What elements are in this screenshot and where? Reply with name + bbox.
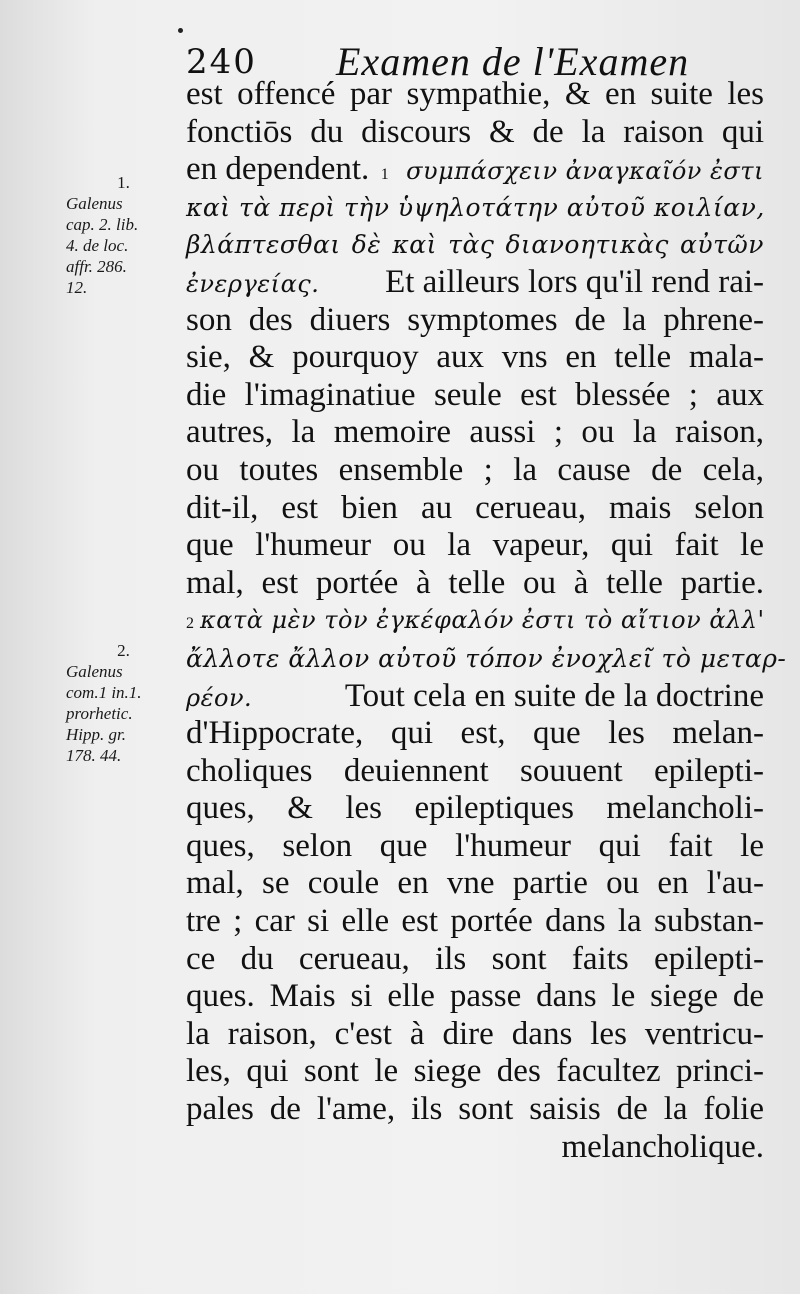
text-line [186,151,764,189]
text-line: pales de l'ame, ils sont saisis de la folie [186,1091,764,1128]
greek-quotation: καὶ τὰ περὶ τὴν ὑψηλοτάτην αὐτοῦ κοιλίαν, [186,192,765,222]
marginal-note-line: prorhetic. [66,704,133,723]
text-line: que l'humeur ou la vapeur, qui fait le [186,527,764,564]
text-line: mal, est portée à telle ou à telle partie. [186,564,764,601]
text-line: choliques deuiennent souuent epilepti- [186,752,764,789]
text-fragment: Tout cela en suite de la doctrine [344,677,764,714]
text-line: ce du cerueau, ils sont faits epilepti- [186,940,764,977]
footnote-marker: 2 [186,615,194,633]
marginal-note-line: affr. 286. [66,257,127,276]
greek-quotation: ρέον. [186,683,253,712]
text-line [186,602,764,640]
text-line: son des diuers symptomes de la phrene- [186,301,764,338]
text-line: mal, se coule en vne partie ou en l'au- [186,865,764,902]
text-line: fonctiōs du discours & de la raison qui [186,113,764,150]
text-line: dit-il, est bien au cerueau, mais selon [186,489,764,526]
greek-quotation: βλάπτεσθαι δὲ καὶ τὰς διανοητικὰς αὐτῶν [186,230,764,260]
text-line [186,264,764,302]
marginal-note-number: 1. [117,173,130,192]
marginal-note-line: Hipp. gr. [66,725,126,744]
body-text [186,76,787,1166]
marginal-note-line: Galenus [66,194,123,213]
text-line: est offencé par sympathie, & en suite les [186,76,764,112]
text-line: la raison, c'est à dire dans les ventricu- [186,1015,764,1052]
text-line: die l'imaginatiue seule est blessée ; aux [186,376,764,413]
marginal-note-line: 4. de loc. [66,236,129,255]
marginal-note-number: 2. [117,641,130,660]
marginal-note-2 [66,640,181,766]
greek-quotation: συμπάσχειν ἀναγκαῖόν ἐστι [406,157,764,186]
text-line: ou toutes ensemble ; la cause de cela, [186,451,764,488]
text-line: ques, selon que l'humeur qui fait le [186,827,764,864]
text-fragment: Et ailleurs lors qu'il rend rai- [385,263,764,300]
running-title: Examen de l'Examen [336,39,690,84]
marginal-note-line: 178. 44. [66,746,122,765]
marginal-note-line: cap. 2. lib. [66,215,139,234]
ink-dot [178,28,183,33]
footnote-marker: 1 [380,166,389,184]
marginal-note-1 [66,172,181,298]
greek-quotation: κατὰ μὲν τὸν ἐγκέφαλόν ἐστι τὸ αἴτιον ἀλλ' [200,606,765,635]
marginal-note-line: com.1 in.1. [66,683,142,702]
greek-quotation: ἄλλοτε ἄλλον αὐτοῦ τόπον ἐνοχλεῖ τὸ μεταρ- [186,643,787,673]
text-line: ques, & les epileptiques melancholi- [186,790,764,827]
text-line: melancholique. [561,1128,764,1165]
text-line: les, qui sont le siege des facultez princi- [186,1053,764,1090]
text-line: autres, la memoire aussi ; ou la raison, [186,414,764,451]
greek-quotation: ἐνεργείας. [186,269,320,298]
marginal-note-line: Galenus [66,662,123,681]
text-line: ques. Mais si elle passe dans le siege de [186,978,764,1015]
marginal-note-line: 12. [66,278,88,297]
text-line: tre ; car si elle est portée dans la substan- [186,903,764,940]
text-line: sie, & pourquoy aux vns en telle mala- [186,339,764,376]
text-line [186,678,764,716]
text-line: d'Hippocrate, qui est, que les melan- [186,715,764,752]
page-number: 240 [186,42,257,82]
text-fragment: en dependent. [186,151,370,188]
